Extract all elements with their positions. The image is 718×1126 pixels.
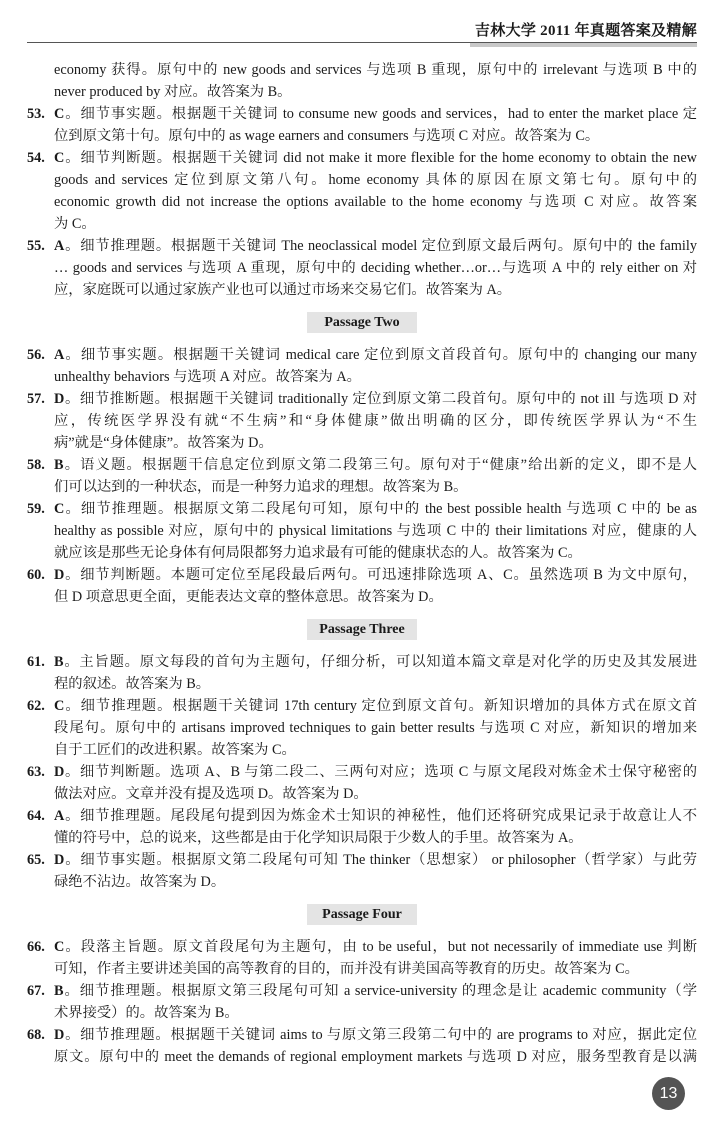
answer-item: [0, 103, 718, 147]
text-line: [54, 783, 697, 805]
line-text: healthy as possible 对应，原句中的 physical limitations 与选项 C 中的 their limitations 对应，健康的人: [54, 523, 697, 539]
question-number: 57.: [27, 391, 45, 407]
answer-item: [0, 695, 718, 761]
text-line: [54, 827, 697, 849]
answer-letter: A: [54, 238, 65, 254]
text-line: [54, 125, 697, 147]
answer-item: [0, 936, 718, 980]
line-text: 术界接受）的。故答案为 B。: [54, 1005, 239, 1021]
answer-letter: A: [54, 347, 65, 363]
answer-item: [0, 1024, 718, 1068]
line-text: 自于工匠们的改进积累。故答案为 C。: [54, 742, 296, 758]
line-text: 病”就是“身体健康”。故答案为 D。: [54, 435, 273, 451]
line-text: 。细节判断题。本题可定位至尾段最后两句。可迅速排除选项 A、C。虽然选项 B 为文中原句，: [64, 567, 697, 583]
line-text: goods and services 定位到原文第八句。home economy 具体的原因在原文第七句。原句中的: [54, 172, 697, 188]
answer-letter: B: [54, 983, 64, 999]
answer-item: [0, 344, 718, 388]
question-number: 67.: [27, 983, 45, 999]
line-text: 。细节事实题。根据题干关键词 to consume new goods and services，had to enter the market place 定: [64, 106, 697, 122]
text-line: [54, 476, 697, 498]
text-line: [54, 958, 697, 980]
line-text: 。细节判断题。根据题干关键词 did not make it more flexible for the home economy to obtain the new: [64, 150, 697, 166]
line-text: 。细节推理题。根据题干关键词 17th century 定位到原文首句。新知识增加的具体方式在原文首: [64, 698, 697, 714]
text-line: [54, 761, 697, 783]
text-line: [54, 366, 697, 388]
text-line: [54, 169, 697, 191]
question-number: 68.: [27, 1027, 45, 1043]
line-text: 。细节事实题。根据原文第二段尾句可知 The thinker（思想家） or philosopher（哲学家）与此劳: [64, 852, 697, 868]
line-text: 应，家庭既可以通过家族产业也可以通过市场来交易它们。故答案为 A。: [54, 282, 512, 298]
answer-item: [0, 651, 718, 695]
line-text: 为 C。: [54, 216, 96, 232]
text-line: [54, 1046, 697, 1068]
question-number: 59.: [27, 501, 45, 517]
question-number: 66.: [27, 939, 45, 955]
text-line: [54, 103, 697, 125]
answer-letter: C: [54, 698, 65, 714]
answer-item: [0, 454, 718, 498]
text-line: [54, 520, 697, 542]
passage-heading: Passage Four: [307, 904, 417, 925]
line-text: 。细节推理题。根据题干关键词 aims to 与原文第三段第二句中的 are programs to 对应，据此定位: [64, 1027, 697, 1043]
question-number: 58.: [27, 457, 45, 473]
question-number: 60.: [27, 567, 45, 583]
text-line: [54, 344, 697, 366]
line-text: 就应该是那些无论身体有何局限都努力追求最有可能的健康状态的人。故答案为 C。: [54, 545, 582, 561]
line-text: 。细节事实题。根据题干关键词 medical care 定位到原文首段首句。原句中的 changing our many: [64, 347, 697, 363]
text-line: [54, 695, 697, 717]
question-number: 53.: [27, 106, 45, 122]
line-text: 懂的符号中，总的说来，这些都是由于化学知识局限于少数人的手里。故答案为 A。: [54, 830, 583, 846]
answer-letter: C: [54, 939, 65, 955]
continued-paragraph: [0, 59, 718, 103]
line-text: 。语义题。根据题干信息定位到原文第二段第三句。原句对于“健康”给出新的定义，即不是人: [63, 457, 697, 473]
line-text: 原文。原句中的 meet the demands of regional employment markets 与选项 D 对应，服务型教育是以满: [54, 1049, 697, 1065]
answer-letter: D: [54, 391, 65, 407]
text-line: [54, 980, 697, 1002]
answer-item: [0, 388, 718, 454]
text-line: [54, 673, 697, 695]
header-rule-accent: [470, 43, 697, 47]
answer-item: [0, 498, 718, 564]
text-line: [54, 432, 697, 454]
text-line: [54, 213, 697, 235]
text-line: [54, 739, 697, 761]
answer-letter: B: [54, 457, 64, 473]
question-number: 63.: [27, 764, 45, 780]
text-line: [54, 717, 697, 739]
text-line: [54, 805, 697, 827]
line-text: never produced by 对应。故答案为 B。: [54, 84, 292, 100]
answer-item: [0, 805, 718, 849]
page-number: 13: [652, 1077, 685, 1110]
text-line: [54, 1002, 697, 1024]
answer-letter: B: [54, 654, 64, 670]
line-text: … goods and services 与选项 A 重现，原句中的 deciding whether…or…与选项 A 中的 rely either on 对: [54, 260, 697, 276]
line-text: 。细节推理题。尾段尾句提到因为炼金术士知识的神秘性，他们还将研究成果记录于故意让人不: [64, 808, 697, 824]
answer-letter: D: [54, 567, 65, 583]
line-text: 。细节推理题。根据题干关键词 The neoclassical model 定位到原文最后两句。原句中的 the family: [64, 238, 697, 254]
question-number: 61.: [27, 654, 45, 670]
answer-letter: C: [54, 150, 65, 166]
line-text: unhealthy behaviors 与选项 A 对应。故答案为 A。: [54, 369, 361, 385]
text-line: [54, 81, 697, 103]
running-header: 吉林大学 2011 年真题答案及精解: [474, 23, 697, 39]
line-text: 们可以达到的一种状态，而是一种努力追求的理想。故答案为 B。: [54, 479, 468, 495]
answer-explanations: [0, 59, 718, 1068]
line-text: 。段落主旨题。原文首段尾句为主题句，由 to be useful，but not necessarily of immediate use 判断: [64, 939, 697, 955]
text-line: [54, 849, 697, 871]
line-text: 但 D 项意思更全面，更能表达文章的整体意思。故答案为 D。: [54, 589, 443, 605]
line-text: 段尾句。原句中的 artisans improved techniques to gain better results 与选项 C 对应，新知识的增加来: [54, 720, 697, 736]
line-text: economy 获得。原句中的 new goods and services 与选项 B 重现，原句中的 irrelevant 与选项 B 中的: [54, 62, 697, 78]
answer-item: [0, 849, 718, 893]
answer-item: [0, 761, 718, 805]
text-line: [54, 1024, 697, 1046]
question-number: 55.: [27, 238, 45, 254]
line-text: 。主旨题。原文每段的首句为主题句，仔细分析，可以知道本篇文章是对化学的历史及其发展进: [63, 654, 697, 670]
text-line: [54, 388, 697, 410]
passage-heading: Passage Two: [307, 312, 417, 333]
line-text: 应，传统医学界没有就“不生病”和“身体健康”做出明确的区分，即传统医学界认为“不生: [54, 413, 697, 429]
line-text: 。细节推理题。根据原文第二段尾句可知，原句中的 the best possible health 与选项 C 中的 be as: [64, 501, 697, 517]
text-line: [54, 191, 697, 213]
line-text: 位到原文第十句。原句中的 as wage earners and consumers 与选项 C 对应。故答案为 C。: [54, 128, 600, 144]
line-text: 可知，作者主要讲述美国的高等教育的目的，而并没有讲美国高等教育的历史。故答案为 C。: [54, 961, 639, 977]
answer-letter: D: [54, 852, 65, 868]
question-number: 65.: [27, 852, 45, 868]
answer-item: [0, 235, 718, 301]
question-number: 62.: [27, 698, 45, 714]
answer-item: [0, 980, 718, 1024]
text-line: [54, 871, 697, 893]
line-text: 。细节判断题。选项 A、B 与第二段二、三两句对应；选项 C 与原文尾段对炼金术士保守秘密的: [64, 764, 697, 780]
text-line: [54, 651, 697, 673]
text-line: [54, 542, 697, 564]
question-number: 54.: [27, 150, 45, 166]
line-text: 做法对应。文章并没有提及选项 D。故答案为 D。: [54, 786, 368, 802]
line-text: 碌绝不沾边。故答案为 D。: [54, 874, 226, 890]
answer-letter: A: [54, 808, 65, 824]
answer-item: [0, 564, 718, 608]
text-line: [54, 410, 697, 432]
text-line: [54, 59, 697, 81]
answer-letter: D: [54, 764, 65, 780]
text-line: [54, 564, 697, 586]
answer-letter: C: [54, 106, 65, 122]
line-text: 程的叙述。故答案为 B。: [54, 676, 211, 692]
text-line: [54, 279, 697, 301]
question-number: 56.: [27, 347, 45, 363]
text-line: [54, 454, 697, 476]
text-line: [54, 498, 697, 520]
passage-heading: Passage Three: [307, 619, 417, 640]
text-line: [54, 257, 697, 279]
text-line: [54, 235, 697, 257]
text-line: [54, 936, 697, 958]
answer-letter: C: [54, 501, 65, 517]
text-line: [54, 147, 697, 169]
text-line: [54, 586, 697, 608]
line-text: economic growth did not increase the options available to the home economy 与选项 C 对应。故答案: [54, 194, 697, 210]
answer-letter: D: [54, 1027, 65, 1043]
line-text: 。细节推理题。根据原文第三段尾句可知 a service-university 的理念是让 academic community（学: [63, 983, 697, 999]
question-number: 64.: [27, 808, 45, 824]
answer-item: [0, 147, 718, 235]
line-text: 。细节推断题。根据题干关键词 traditionally 定位到原文第二段首句。原句中的 not ill 与选项 D 对: [64, 391, 697, 407]
